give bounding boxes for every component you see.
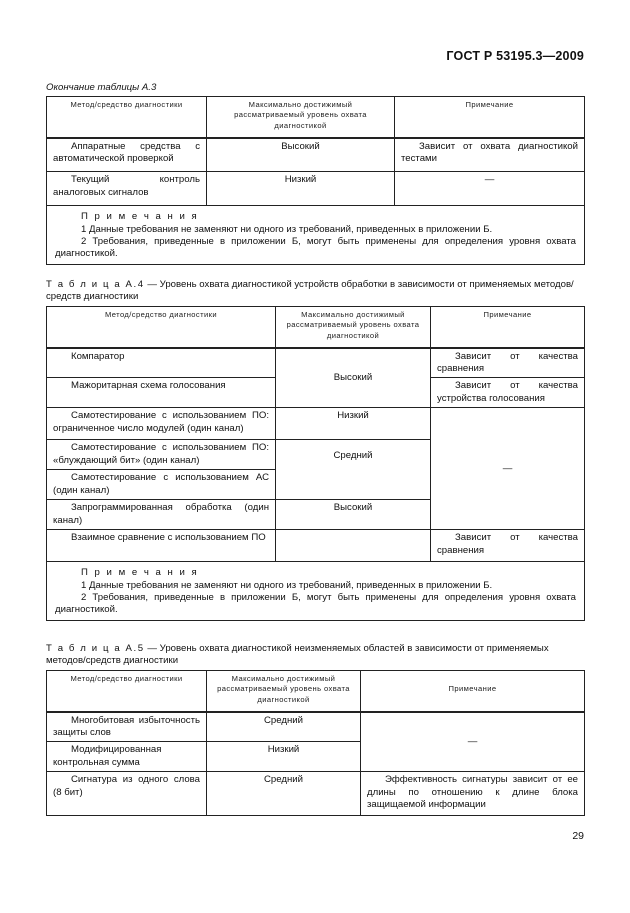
level-cell: Средний <box>207 772 361 816</box>
table-header-row <box>47 97 585 133</box>
method-cell: Самотестирование с использованием ПО: «блуждающий бит» (один канал) <box>47 440 276 470</box>
level-cell: Высокий <box>276 348 431 408</box>
method-cell: Аппаратные средства с автоматической проверкой <box>47 138 207 172</box>
header-level: Максимально достижимый рассматриваемый уровень охвата диагностикой <box>207 97 395 133</box>
level-cell: Высокий <box>207 138 395 172</box>
note-line: 1 Данные требования не заменяют ни одного из требований, приведенных в приложении Б. <box>81 223 493 235</box>
level-cell: Низкий <box>207 172 395 206</box>
notes-title: П р и м е ч а н и я <box>81 211 199 223</box>
note-cell: — <box>431 408 585 530</box>
page-header: ГОСТ Р 53195.3—2009 <box>446 49 584 63</box>
header-method: Метод/средство диагностики <box>47 671 207 707</box>
level-cell: Высокий <box>276 500 431 530</box>
method-cell: Запрограммированная обработка (один канал) <box>47 500 276 530</box>
header-level: Максимально достижимый рассматриваемый уровень охвата диагностикой <box>207 671 361 707</box>
level-cell: Низкий <box>207 742 361 772</box>
table-row <box>47 408 585 440</box>
level-cell: Средний <box>207 712 361 742</box>
level-cell <box>276 530 431 562</box>
notes-cell <box>47 562 585 621</box>
table-a3 <box>46 96 585 265</box>
header-method: Метод/средство диагностики <box>47 307 276 343</box>
note-line: 2 Требования, приведенные в приложении Б, могут быть применены для определения уровня охвата диагностикой. <box>55 591 576 616</box>
method-cell: Многобитовая избыточность защиты слов <box>47 712 207 742</box>
table-a5-title: — Уровень охвата диагностикой неизменяемых областей в зависимости от применяемых методов/средств диагностики <box>46 643 549 666</box>
method-cell: Сигнатура из одного слова (8 бит) <box>47 772 207 816</box>
table-header-row <box>47 307 585 343</box>
notes-title: П р и м е ч а н и я <box>81 567 199 579</box>
table-row <box>47 138 585 172</box>
table-row <box>47 530 585 562</box>
table-a4 <box>46 306 585 621</box>
notes-row <box>47 562 585 621</box>
notes-row <box>47 206 585 265</box>
method-cell: Модифицированная контрольная сумма <box>47 742 207 772</box>
table-a5 <box>46 670 585 816</box>
table-a5-label: Т а б л и ц а А.5 <box>46 643 145 654</box>
note-cell: Зависит от качества сравнения <box>431 530 585 562</box>
method-cell: Компаратор <box>47 348 276 378</box>
table-row <box>47 712 585 742</box>
table-a3-continuation-caption: Окончание таблицы А.3 <box>46 82 157 93</box>
note-line: 1 Данные требования не заменяют ни одного из требований, приведенных в приложении Б. <box>81 579 493 591</box>
note-cell: Зависит от качества сравнения <box>431 348 585 378</box>
table-a4-label: Т а б л и ц а А.4 <box>46 279 145 290</box>
header-note: Примечание <box>431 307 585 343</box>
note-cell: — <box>395 172 585 206</box>
method-cell: Взаимное сравнение с использованием ПО <box>47 530 276 562</box>
level-cell: Низкий <box>276 408 431 440</box>
table-a5-caption <box>46 643 584 667</box>
table-header-row <box>47 671 585 707</box>
table-row <box>47 348 585 378</box>
table-row <box>47 772 585 816</box>
note-line: 2 Требования, приведенные в приложении Б, могут быть применены для определения уровня охвата диагностикой. <box>55 235 576 260</box>
note-cell: — <box>361 712 585 772</box>
header-note: Примечание <box>361 671 585 707</box>
level-cell: Средний <box>276 440 431 500</box>
table-a4-caption <box>46 279 584 303</box>
header-method: Метод/средство диагностики <box>47 97 207 133</box>
note-cell: Эффективность сигнатуры зависит от ее длины по отношению к длине блока защищаемой информации <box>361 772 585 816</box>
note-cell: Зависит от охвата диагностикой тестами <box>395 138 585 172</box>
notes-cell <box>47 206 585 265</box>
table-a4-title: — Уровень охвата диагностикой устройств обработки в зависимости от применяемых методов/средств диагностики <box>46 279 574 302</box>
method-cell: Мажоритарная схема голосования <box>47 378 276 408</box>
header-note: Примечание <box>395 97 585 133</box>
method-cell: Самотестирование с использованием АС (один канал) <box>47 470 276 500</box>
method-cell: Текущий контроль аналоговых сигналов <box>47 172 207 206</box>
table-row <box>47 172 585 206</box>
header-level: Максимально достижимый рассматриваемый уровень охвата диагностикой <box>276 307 431 343</box>
method-cell: Самотестирование с использованием ПО: ограниченное число модулей (один канал) <box>47 408 276 440</box>
page-number: 29 <box>572 830 584 842</box>
note-cell: Зависит от качества устройства голосования <box>431 378 585 408</box>
